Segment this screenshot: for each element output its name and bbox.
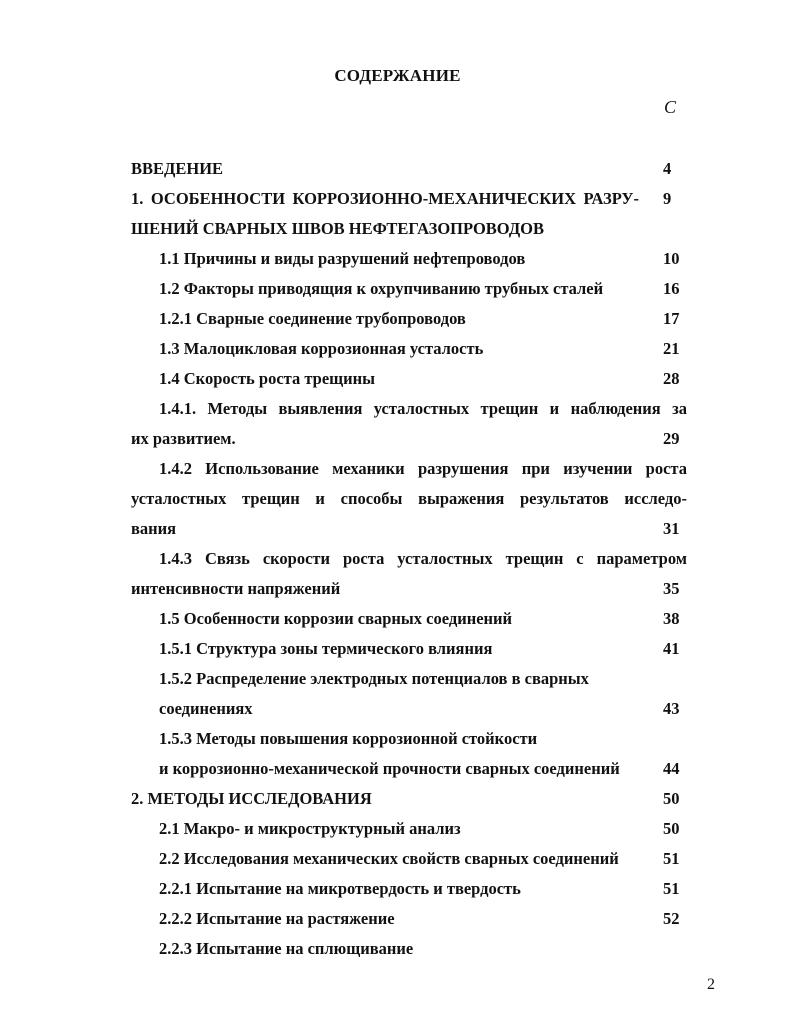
toc-entry-page: 52 [663, 909, 680, 928]
toc-entry-text: вания [131, 519, 177, 538]
toc-entry-text: 1.2.1 Сварные соединение трубопроводов [159, 309, 466, 328]
toc-entry-text: 1.2 Факторы приводящия к охрупчиванию трубных сталей [159, 279, 604, 298]
toc-entry [131, 904, 687, 934]
page-column-label: С [664, 97, 677, 117]
toc-entry [131, 244, 687, 274]
toc-entry-text: 1.5.1 Структура зоны термического влияния [159, 639, 493, 658]
toc-entry [131, 364, 687, 394]
toc-entry [131, 304, 687, 334]
toc-entry [131, 784, 687, 814]
toc-entry-page: 29 [663, 429, 680, 448]
toc-entry-page: 51 [663, 849, 680, 868]
toc-entry-text: 1.4.1. Методы выявления усталостных трещин и наблюдения за [159, 399, 687, 418]
toc-entry [131, 394, 687, 424]
toc-entry-text: 1.5.2 Распределение электродных потенциалов в сварных [159, 669, 589, 688]
toc-entry-page: 17 [663, 309, 680, 328]
table-of-contents [131, 154, 687, 964]
toc-entry-page: 31 [663, 519, 680, 538]
toc-entry-text: 1.5.3 Методы повышения коррозионной стойкости [159, 729, 538, 748]
toc-entry-text: 1.4.3 Связь скорости роста усталостных трещин с параметром [159, 549, 687, 568]
toc-entry-text: 2. МЕТОДЫ ИССЛЕДОВАНИЯ [131, 789, 372, 808]
toc-entry [131, 874, 687, 904]
toc-entry-text: 1.5 Особенности коррозии сварных соединений [159, 609, 513, 628]
toc-entry-text: 2.2.2 Испытание на растяжение [159, 909, 395, 928]
toc-entry-page: 28 [663, 369, 680, 388]
toc-entry-text: 2.2.1 Испытание на микротвердость и твердость [159, 879, 521, 898]
toc-entry [131, 334, 687, 364]
toc-entry-page: 10 [663, 249, 680, 268]
page-number: 2 [707, 976, 715, 993]
toc-entry [131, 214, 687, 244]
toc-entry-text: 1.4.2 Использование механики разрушения при изучении роста [159, 459, 687, 478]
toc-entry-text: 1. ОСОБЕННОСТИ КОРРОЗИОННО-МЕХАНИЧЕСКИХ РАЗРУ- [131, 189, 639, 208]
toc-entry [131, 154, 687, 184]
toc-entry-page: 43 [663, 699, 680, 718]
toc-entry-text: 2.1 Макро- и микроструктурный анализ [159, 819, 461, 838]
toc-entry-text: ШЕНИЙ СВАРНЫХ ШВОВ НЕФТЕГАЗОПРОВОДОВ [131, 219, 545, 238]
toc-entry-text: усталостных трещин и способы выражения результатов исследо- [131, 489, 687, 508]
toc-entry-text: и коррозионно-механической прочности сварных соединений [159, 759, 620, 778]
toc-entry [131, 484, 687, 514]
toc-entry [131, 664, 687, 694]
toc-entry-text: соединениях [159, 699, 253, 718]
toc-entry [131, 694, 687, 724]
toc-entry-page: 35 [663, 579, 680, 598]
toc-entry-text: 1.1 Причины и виды разрушений нефтепроводов [159, 249, 526, 268]
toc-entry-page: 38 [663, 609, 680, 628]
toc-entry [131, 604, 687, 634]
toc-entry [131, 274, 687, 304]
toc-entry-page: 41 [663, 639, 680, 658]
toc-entry-text: интенсивности напряжений [131, 579, 341, 598]
toc-entry-text: 1.3 Малоцикловая коррозионная усталость [159, 339, 484, 358]
toc-entry-page: 50 [663, 789, 680, 808]
toc-entry [131, 514, 687, 544]
toc-entry-page: 50 [663, 819, 680, 838]
toc-entry-page: 4 [663, 159, 672, 178]
toc-entry-page: 9 [663, 189, 672, 208]
toc-entry [131, 454, 687, 484]
toc-entry-text: их развитием. [131, 429, 236, 448]
toc-entry-text: ВВЕДЕНИЕ [131, 159, 224, 178]
toc-entry-page: 16 [663, 279, 680, 298]
toc-entry [131, 184, 687, 214]
toc-entry-page: 51 [663, 879, 680, 898]
toc-entry [131, 544, 687, 574]
toc-entry-page: 21 [663, 339, 680, 358]
page-title: СОДЕРЖАНИЕ [334, 66, 461, 85]
toc-entry-text: 2.2.3 Испытание на сплющивание [159, 939, 414, 958]
toc-entry [131, 574, 687, 604]
toc-entry-page: 44 [663, 759, 680, 778]
toc-entry [131, 754, 687, 784]
toc-entry-text: 1.4 Скорость роста трещины [159, 369, 375, 388]
toc-entry [131, 634, 687, 664]
toc-entry [131, 934, 687, 964]
toc-entry [131, 844, 687, 874]
toc-entry [131, 724, 687, 754]
toc-entry-text: 2.2 Исследования механических свойств сварных соединений [159, 849, 619, 868]
toc-entry [131, 424, 687, 454]
toc-entry [131, 814, 687, 844]
